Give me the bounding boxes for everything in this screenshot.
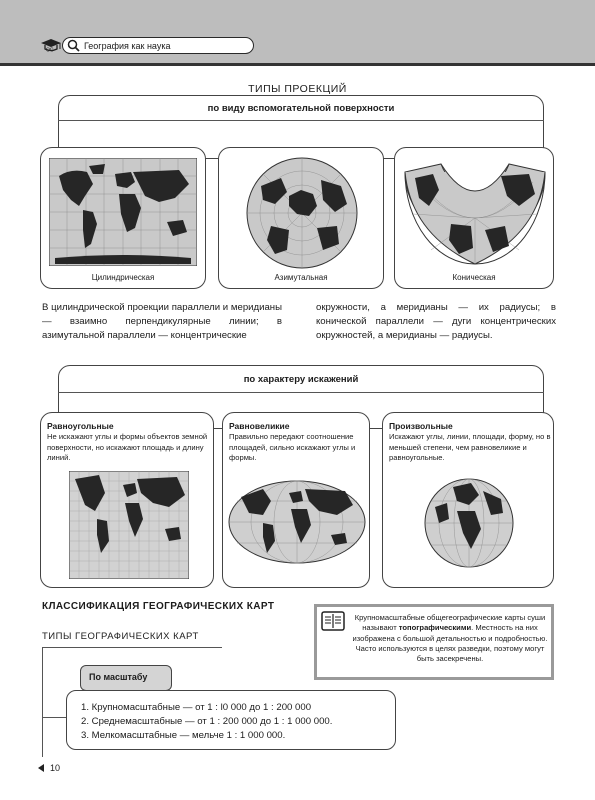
breadcrumb-text: География как наука — [84, 40, 171, 51]
cylindrical-caption: Цилиндрическая — [91, 273, 155, 282]
equal-area-desc: Правильно передают соотношение площадей, сильно искажают углы и формы. — [229, 432, 356, 462]
scale-box — [66, 690, 396, 750]
divider — [42, 647, 222, 648]
breadcrumb-search[interactable] — [62, 37, 254, 54]
projections-text-right: окружности, а меридианы — их радиусы; в конической параллели — дуги концентрических окружностей, а меридианы — радиусы. — [316, 302, 556, 341]
book-icon — [321, 611, 345, 631]
svg-text:ОС: ОС — [46, 47, 54, 52]
scale-tab: По масштабу — [80, 665, 172, 691]
card-conformal — [40, 412, 214, 588]
triangle-left-icon — [38, 764, 44, 772]
card-arbitrary — [382, 412, 554, 588]
header-band — [0, 0, 595, 66]
divider — [58, 392, 544, 393]
conformal-desc: Не искажают углы и формы объектов земной поверхности, но искажают площадь и длину линий. — [47, 432, 208, 462]
note-text-part: Крупномасштабные общегеографические карты суши называют — [354, 613, 546, 633]
divider — [58, 120, 544, 121]
map-types-subheading: ТИПЫ ГЕОГРАФИЧЕСКИХ КАРТ — [42, 631, 199, 642]
azimuthal-caption: Азимутальная — [274, 273, 328, 282]
arbitrary-map-image — [423, 473, 515, 573]
card-azimuthal — [218, 147, 384, 289]
search-icon — [67, 39, 80, 52]
card-equal-area — [222, 412, 370, 588]
arbitrary-desc: Искажают углы, линии, площади, форму, но в меньшей степени, чем равновеликие и равноугольные. — [389, 432, 551, 462]
note-box — [314, 604, 554, 680]
tree-connector — [42, 717, 66, 718]
projections-title: ТИПЫ ПРОЕКЦИЙ — [248, 83, 347, 95]
card-cylindrical — [40, 147, 206, 289]
note-text — [351, 613, 549, 664]
conic-map-image — [401, 154, 549, 270]
azimuthal-map-image — [243, 156, 361, 270]
note-bold-term: топографическими — [398, 623, 472, 633]
surface-heading: по виду вспомогательной поверхности — [207, 103, 395, 114]
graduation-cap-icon — [40, 38, 62, 52]
page-number-text: 10 — [50, 763, 61, 773]
scale-item-small: 3. Мелкомасштабные — мельче 1 : 1 000 000. — [81, 730, 286, 741]
conic-caption: Коническая — [452, 273, 496, 282]
cylindrical-map-image — [49, 158, 197, 266]
scale-item-medium: 2. Среднемасштабные — от 1 : 200 000 до 1 : 1 000 000. — [81, 716, 333, 727]
equal-area-title: Равновеликие — [229, 421, 290, 431]
scale-item-large: 1. Крупномасштабные — от 1 : l0 000 до 1 : 200 000 — [81, 702, 312, 713]
distortion-heading: по характеру искажений — [243, 374, 359, 385]
page-number — [38, 763, 60, 773]
conformal-title: Равноугольные — [47, 421, 114, 431]
classification-heading: КЛАССИФИКАЦИЯ ГЕОГРАФИЧЕСКИХ КАРТ — [42, 601, 275, 612]
arbitrary-title: Произвольные — [389, 421, 453, 431]
scale-list — [81, 701, 332, 743]
conformal-map-image — [69, 471, 189, 579]
projections-text-left: В цилиндрической проекции параллели и меридианы — взаимно перпендикулярные линии; в азимутальной параллели — концентрические — [42, 302, 282, 341]
tree-line — [42, 647, 43, 757]
equal-area-map-image — [227, 479, 367, 565]
note-text-part: . Местность на них изображена с большой детальностью и подробностью. Часто используются в целях разведки, поэтому могут быть засекречены. — [352, 623, 548, 664]
card-conic — [394, 147, 554, 289]
